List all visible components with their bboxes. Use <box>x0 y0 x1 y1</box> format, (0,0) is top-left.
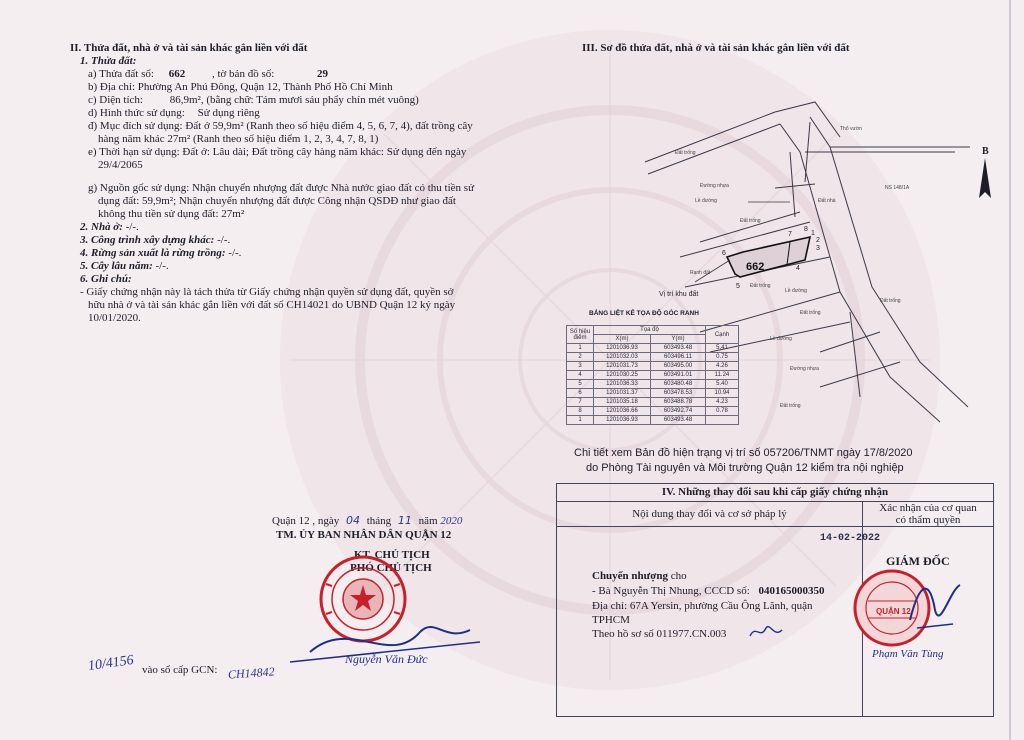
note-line-3: 10/01/2020. <box>88 312 141 324</box>
transferee-address: Địa chỉ: 67A Yersin, phường Cầu Ông Lãnh, quận <box>592 600 813 612</box>
signer-name: Nguyễn Văn Đức <box>345 652 428 666</box>
seal-right-label: QUẬN 12 <box>876 607 911 616</box>
map-label-vacant-5: Đất trống <box>780 403 801 409</box>
transferee-city: TPHCM <box>592 614 630 626</box>
table-row: 1 1201036.93 603493.48 5.41 <box>567 344 739 353</box>
note-line-1: - Giấy chứng nhận này là tách thửa từ Giấy chứng nhận quyền sử dụng đất, quyền sở <box>80 286 454 298</box>
section-iv-title: IV. Những thay đổi sau khi cấp giấy chứng nhận <box>557 484 993 502</box>
location-label: Vị trí khu đất <box>659 291 699 298</box>
map-label-road-2: Lề đường <box>770 336 792 342</box>
origin-1: g) Nguồn gốc sử dụng: Nhận chuyển nhượng đất được Nhà nước giao đất có thu tiền sử <box>88 182 475 194</box>
coords-header-y: Y(m) <box>651 335 706 344</box>
map-label-road-3: Lề đường <box>785 288 807 294</box>
section-iii-title: III. Sơ đồ thửa đất, nhà ở và tài sản khác gắn liền với đất <box>582 42 850 54</box>
map-label-residential: Thổ vườn <box>840 126 862 132</box>
coords-header-coords: Tọa độ <box>594 326 706 335</box>
point-label-6: 6 <box>722 250 726 257</box>
map-label-vacant-4: Đất trống <box>800 310 821 316</box>
section-ii-title: II. Thửa đất, nhà ở và tài sản khác gắn liền với đất <box>70 42 308 54</box>
usage-purpose-2: hàng năm khác 27m² (Ranh theo số hiệu điểm 1, 2, 3, 4, 7, 8, 1) <box>98 133 379 145</box>
map-label-vacant-1: Đất trống <box>675 150 696 156</box>
coords-table-title: BẢNG LIỆT KÊ TỌA ĐỘ GÓC RANH <box>589 310 699 317</box>
detail-line-1: Chi tiết xem Bản đồ hiện trạng vị trí số 057206/TNMT ngày 17/8/2020 <box>574 447 913 459</box>
dossier-number: Theo hồ sơ số 011977.CN.003 <box>592 628 727 640</box>
map-label-alley-1: Đường nhựa <box>700 183 729 189</box>
transfer-heading: Chuyển nhượng cho <box>592 570 687 582</box>
usage-term-1: e) Thời hạn sử dụng: Đất ở: Lâu dài; Đất trồng cây hàng năm khác: Sử dụng đến ngày <box>88 146 467 158</box>
registration-handwritten: 10/4156 <box>87 652 135 675</box>
transferee-line: - Bà Nguyễn Thị Nhung, CCCD số: 040165000350 <box>592 585 825 597</box>
map-label-road-1: Lề đường <box>695 198 717 204</box>
usage-purpose-1: đ) Mục đích sử dụng: Đất ở 59,9m² (Ranh theo số hiệu điểm 4, 5, 6, 7, 4), đất trồng cây <box>88 120 473 132</box>
table-row: 3 1201031.73 603495.00 4.26 <box>567 362 739 371</box>
parcel-number-row: a) Thửa đất số: 662 , tờ bản đồ số: 29 <box>88 68 329 80</box>
north-label: B <box>982 146 989 157</box>
point-label-2: 2 <box>816 237 820 244</box>
address-row: b) Địa chỉ: Phường An Phú Đông, Quận 12, Thành Phố Hồ Chí Minh <box>88 81 393 93</box>
map-label-vacant-3: Đất trống <box>750 283 771 289</box>
table-row: 7 1201035.18 603488.78 4.23 <box>567 398 739 407</box>
signature-flourish-right <box>915 622 955 632</box>
registration-label: vào sổ cấp GCN: <box>142 664 218 676</box>
signing-title: PHÓ CHỦ TỊCH <box>350 562 432 574</box>
map-label-house: Đất nhà <box>818 198 836 204</box>
map-sheet-number: 29 <box>317 68 329 80</box>
usage-term-2: 29/4/2065 <box>98 159 143 171</box>
map-label-ns: NS 148/1A <box>885 185 910 191</box>
north-arrow-icon <box>978 158 992 202</box>
table-row: 2 1201032.03 603496.11 0.75 <box>567 353 739 362</box>
house-row: 2. Nhà ở: -/-. <box>80 221 139 233</box>
point-label-7: 7 <box>788 231 792 238</box>
point-label-3: 3 <box>816 245 820 252</box>
section-ii <box>60 42 525 325</box>
signing-org: TM. ỦY BAN NHÂN DÂN QUẬN 12 <box>276 529 452 541</box>
point-label-4: 4 <box>796 265 800 272</box>
registration-number: CH14842 <box>227 664 276 682</box>
section-iv-col-confirm: Xác nhận của cơ quan có thẩm quyền <box>863 502 993 527</box>
detail-line-2: do Phòng Tài nguyên và Môi trường Quận 12 kiểm tra nội nghiệp <box>586 462 904 474</box>
origin-3: không thu tiền sử dụng đất: 27m² <box>98 208 245 220</box>
area-row: c) Diện tích: 86,9m², (bằng chữ: Tám mươi sáu phẩy chín mét vuông) <box>88 94 419 106</box>
point-label-5: 5 <box>736 283 740 290</box>
usage-form-row: d) Hình thức sử dụng: Sử dụng riêng <box>88 107 260 119</box>
initials-mark <box>748 622 792 642</box>
area-value: 86,9m², (bằng chữ: Tám mươi sáu phẩy chín mét vuông) <box>169 94 419 106</box>
perennial-row: 5. Cây lâu năm: -/-. <box>80 260 169 272</box>
forest-row: 4. Rừng sản xuất là rừng trồng: -/-. <box>80 247 242 259</box>
note-line-2: hữu nhà ở và tài sản khác gắn liền với đất số CH14021 do UBND Quận 12 ký ngày <box>88 299 456 311</box>
parcel-heading: 1. Thửa đất: <box>80 55 137 67</box>
parcel-number: 662 <box>168 68 186 80</box>
point-label-1: 1 <box>811 230 815 237</box>
map-label-vacant-6: Đất trống <box>880 298 901 304</box>
table-row: 6 1201031.37 603478.53 10.94 <box>567 389 739 398</box>
director-signature-name: Phạm Văn Tùng <box>872 648 944 660</box>
point-label-8: 8 <box>804 226 808 233</box>
change-date-stamp: 14-02-2022 <box>820 533 881 544</box>
other-works-row: 3. Công trình xây dựng khác: -/-. <box>80 234 231 246</box>
table-row: 8 1201036.66 603492.74 0.78 <box>567 407 739 416</box>
map-label-vacant-2: Đất trống <box>740 218 761 224</box>
coords-table <box>566 325 739 425</box>
table-row: 5 1201036.33 603480.48 5.40 <box>567 380 739 389</box>
coords-header-edge: Cạnh <box>706 326 739 344</box>
coords-header-point: Số hiệu điểm <box>567 326 594 344</box>
origin-2: dụng đất: 59,9m²; Nhận chuyển nhượng đất được Công nhận QSDĐ như giao đất <box>98 195 456 207</box>
notes-heading: 6. Ghi chú: <box>80 273 132 285</box>
transferee-id: 040165000350 <box>758 585 825 597</box>
table-row: 1 1201036.93 603493.48 <box>567 416 739 425</box>
section-iv-col-content: Nội dung thay đổi và cơ sở pháp lý <box>557 502 863 527</box>
signing-kt: KT. CHỦ TỊCH <box>354 549 430 561</box>
coords-header-x: X(m) <box>594 335 651 344</box>
table-row: 4 1201030.25 603491.01 11.24 <box>567 371 739 380</box>
map-label-alley-2: Đường nhựa <box>790 366 819 372</box>
director-title: GIÁM ĐỐC <box>886 554 950 568</box>
parcel-number-map: 662 <box>746 261 765 273</box>
map-label-fence: Rạnh đất <box>690 270 711 276</box>
signing-date: Quận 12 , ngày 04 tháng 11 năm 2020 <box>272 514 463 527</box>
